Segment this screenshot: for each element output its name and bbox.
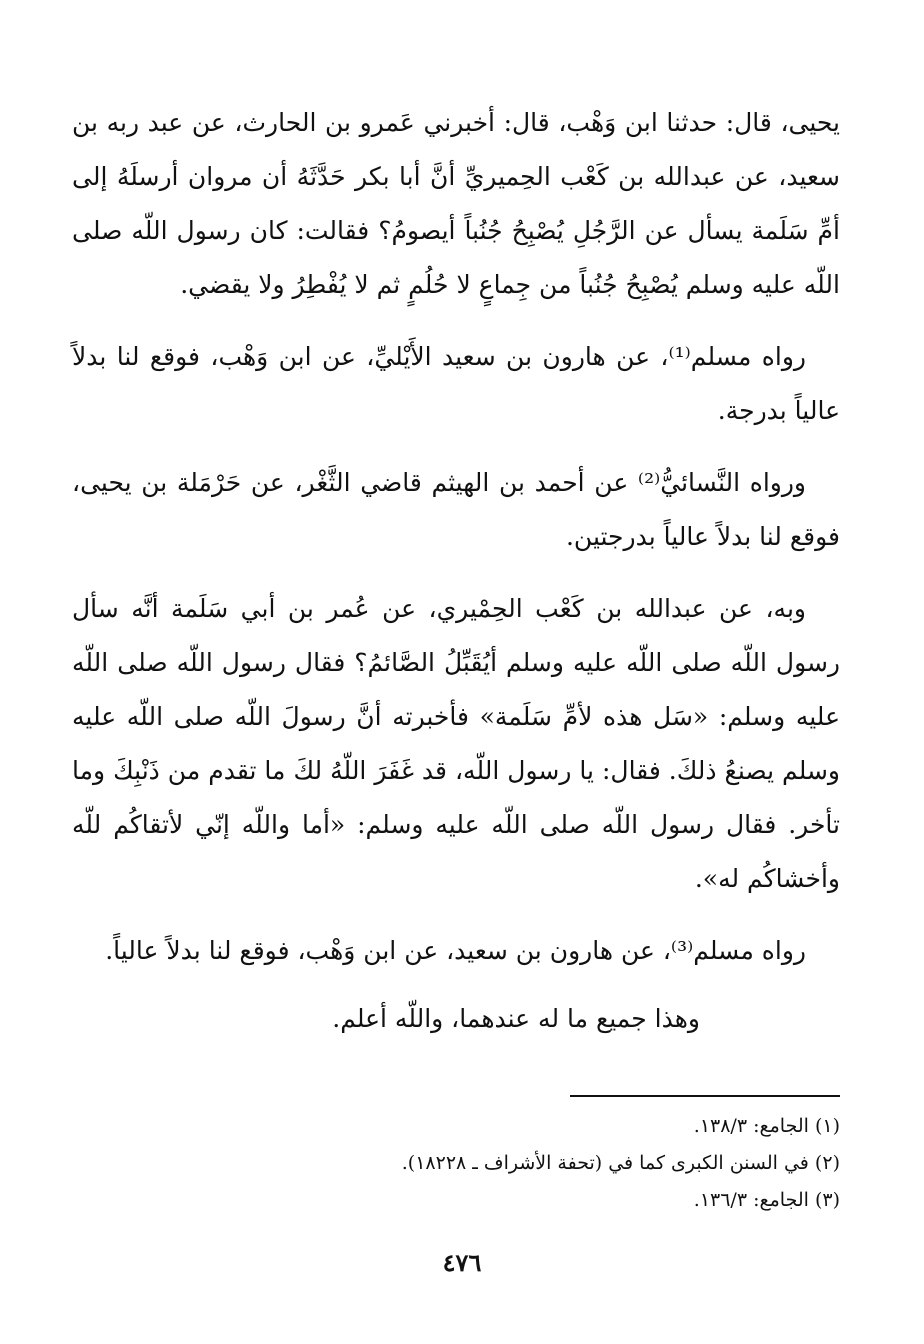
- paragraph-hadith-text-2: وبه، عن عبدالله بن كَعْب الحِمْيري، عن عُمر بن أبي سَلَمة أنَّه سأل رسول اللّه صلى اللّه عليه وسلم أيُقَبِّلُ الصَّائمُ؟ فقال رسول اللّه صلى اللّه عليه وسلم: «سَل هذه لأمِّ سَلَمة» فأخبرته أنَّ رسولَ اللّه صلى اللّه عليه وسلم يصنعُ ذلكَ. فقال: يا رسول اللّه، قد غَفَرَ اللّهُ لكَ ما تقدم من ذَنْبِكَ وما تأخر. فقال رسول اللّه صلى اللّه عليه وسلم: «أما واللّه إنّي لأتقاكُم للّه وأخشاكُم له».: [72, 594, 840, 893]
- page-number: ٤٧٦: [442, 1248, 482, 1277]
- paragraph-narration-muslim-3: رواه مسلم⁽³⁾، عن هارون بن سعيد، عن ابن وَهْب، فوقع لنا بدلاً عالياً.: [105, 936, 806, 965]
- footnote-divider: [570, 1095, 840, 1097]
- footnotes: [72, 1108, 840, 1219]
- footnote-1: (١) الجامع: ١٣٨/٣.: [693, 1115, 840, 1137]
- footnote-2: (٢) في السنن الكبرى كما في (تحفة الأشراف ـ ١٨٢٢٨).: [401, 1152, 840, 1174]
- footnote-3: (٣) الجامع: ١٣٦/٣.: [693, 1189, 840, 1211]
- paragraph-hadith-text: يحيى، قال: حدثنا ابن وَهْب، قال: أخبرني عَمرو بن الحارث، عن عبد ربه بن سعيد، عن عبدالله بن كَعْب الحِميريِّ أنَّ أبا بكر حَدَّثَهُ أن مروان أرسلَهُ إلى أمِّ سَلَمة يسأل عن الرَّجُلِ يُصْبِحُ جُنُباً أيصومُ؟ فقالت: كان رسول اللّه صلى اللّه عليه وسلم يُصْبِحُ جُنُباً من جِماعٍ لا حُلُمٍ ثم لا يُفْطِرُ ولا يقضي.: [72, 108, 840, 299]
- paragraph-closing: وهذا جميع ما له عندهما، واللّه أعلم.: [332, 1004, 700, 1033]
- main-text: [72, 96, 840, 1046]
- paragraph-narration-nasai: ورواه النَّسائيُّ⁽²⁾ عن أحمد بن الهيثم قاضي الثَّغْر، عن حَرْمَلة بن يحيى، فوقع لنا بدلاً عالياً بدرجتين.: [72, 468, 840, 551]
- paragraph-narration-muslim-1: رواه مسلم⁽¹⁾، عن هارون بن سعيد الأَيْليِّ، عن ابن وَهْب، فوقع لنا بدلاً عالياً بدرجة.: [72, 342, 840, 425]
